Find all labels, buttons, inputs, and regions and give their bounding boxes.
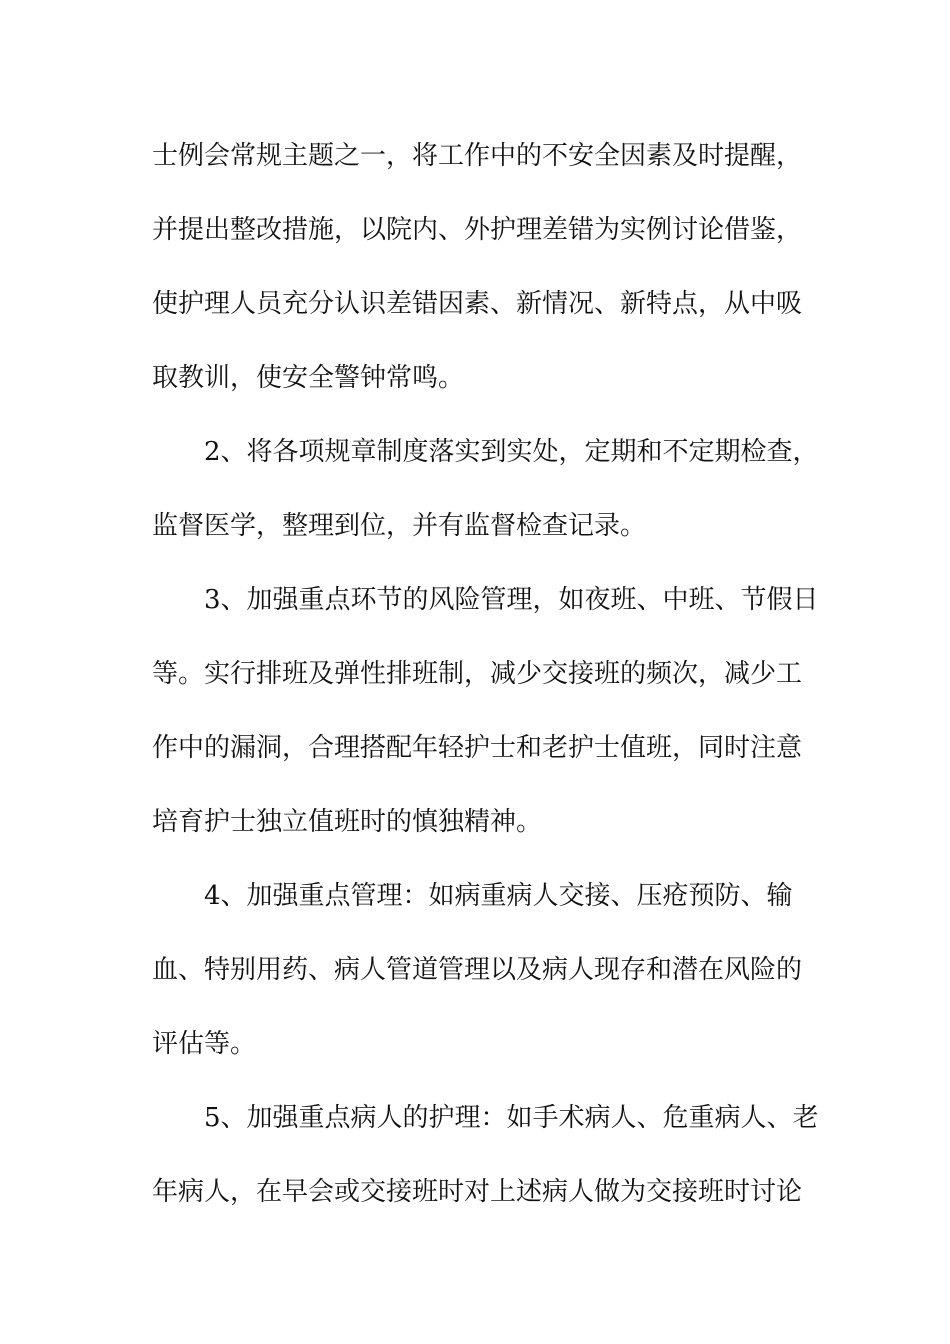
text-line: 5、加强重点病人的护理：如手术病人、危重病人、老: [204, 1103, 819, 1133]
text-line: 2、将各项规章制度落实到实处，定期和不定期检查，: [204, 437, 819, 467]
text-line: 并提出整改措施，以院内、外护理差错为实例讨论借鉴，: [152, 215, 803, 245]
text-line: 监督医学，整理到位，并有监督检查记录。: [152, 511, 647, 541]
text-line: 评估等。: [152, 1029, 257, 1059]
text-line: 取教训，使安全警钟常鸣。: [152, 363, 465, 393]
text-line: 血、特别用药、病人管道管理以及病人现存和潜在风险的: [152, 955, 803, 985]
text-line: 等。实行排班及弹性排班制，减少交接班的频次，减少工: [152, 659, 803, 689]
text-line: 3、加强重点环节的风险管理，如夜班、中班、节假日: [204, 585, 819, 615]
text-line: 年病人，在早会或交接班时对上述病人做为交接班时讨论: [152, 1177, 803, 1207]
text-line: 培育护士独立值班时的慎独精神。: [152, 807, 543, 837]
text-line: 作中的漏洞，合理搭配年轻护士和老护士值班，同时注意: [152, 733, 803, 763]
document-body: [152, 130, 819, 1240]
text-line: 使护理人员充分认识差错因素、新情况、新特点，从中吸: [152, 289, 803, 319]
text-line: 4、加强重点管理：如病重病人交接、压疮预防、输: [204, 881, 793, 911]
text-line: 士例会常规主题之一，将工作中的不安全因素及时提醒，: [152, 141, 803, 171]
